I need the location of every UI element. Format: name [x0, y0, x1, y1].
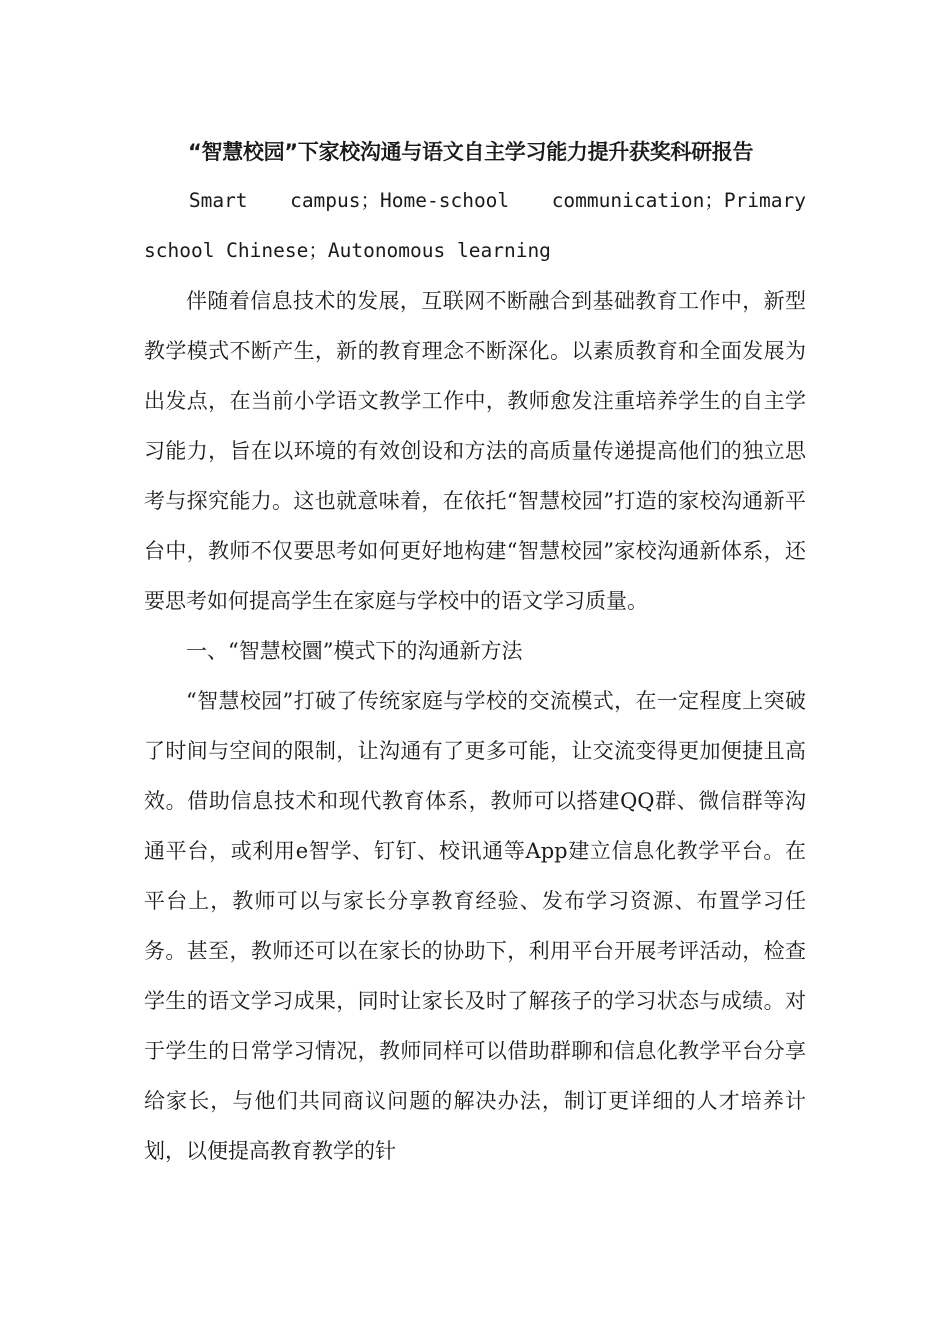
keywords-paragraph: Smart campus；Home-school communication；Primary school Chinese；Autonomous learning: [144, 189, 806, 262]
section-paragraph: “智慧校园”打破了传统家庭与学校的交流模式，在一定程度上突破了时间与空间的限制，让沟通有了更多可能，让交流变得更加便捷且高效。借助信息技术和现代教育体系，教师可以搭建QQ群、微信群等沟通平台，或利用e智学、钉钉、校讯通等App建立信息化教学平台。在平台上，教师可以与家长分享教育经验、发布学习资源、布置学习任务。甚至，教师还可以在家长的协助下，利用平台开展考评活动，检查学生的语文学习成果，同时让家长及时了解孩子的学习状态与成绩。对于学生的日常学习情况，教师同样可以借助群聊和信息化教学平台分享给家长，与他们共同商议问题的解决办法，制订更详细的人才培养计划，以便提高教育教学的针: [144, 689, 806, 1163]
intro-paragraph: 伴随着信息技术的发展，互联网不断融合到基础教育工作中，新型教学模式不断产生，新的教育理念不断深化。以素质教育和全面发展为出发点，在当前小学语文教学工作中，教师愈发注重培养学生的自主学习能力，旨在以环境的有效创设和方法的高质量传递提高他们的独立思考与探究能力。这也就意味着，在依托“智慧校园”打造的家校沟通新平台中，教师不仅要思考如何更好地构建“智慧校园”家校沟通新体系，还要思考如何提高学生在家庭与学校中的语文学习质量。: [144, 289, 806, 613]
section-heading: 一、“智慧校圜”模式下的沟通新方法: [186, 639, 523, 663]
document-body: [144, 128, 806, 1176]
document-title: “智慧校园”下家校沟通与语文自主学习能力提升获奖科研报告: [188, 140, 754, 164]
